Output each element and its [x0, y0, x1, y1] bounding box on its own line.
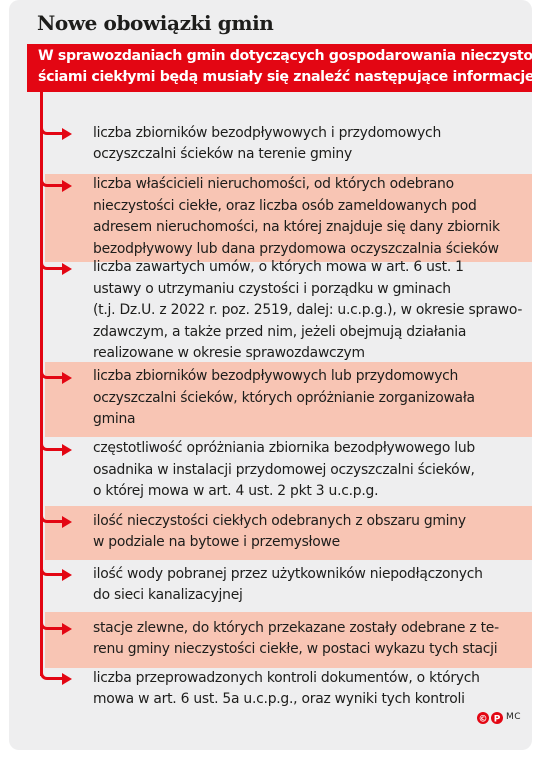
list-item-line: liczba przeprowadzonych kontroli dokumentów, o których	[93, 669, 480, 686]
list-item-line: ilość wody pobranej przez użytkowników niepodłączonych	[93, 565, 483, 582]
arrow-icon	[62, 263, 72, 275]
connector-line	[40, 260, 63, 270]
arrow-icon	[62, 372, 72, 384]
list-item-line: bezodpływowy lub dana przydomowa oczyszczalnia ścieków	[93, 240, 499, 257]
copyright-p-logo-icon	[476, 711, 504, 725]
list-item-line: częstotliwość opróżniania zbiornika bezodpływowego lub	[93, 440, 476, 457]
intro-line: ściami ciekłymi będą musiały się znaleźć następujące informacje:	[38, 69, 540, 85]
svg-text:©: ©	[478, 714, 488, 725]
connector-line	[40, 441, 63, 451]
arrow-icon	[62, 180, 72, 192]
list-item-text	[93, 511, 523, 554]
list-item-line: adresem nieruchomości, na której znajduje się dany zbiornik	[93, 219, 500, 235]
list-item-line: oczyszczalni ścieków na terenie gminy	[93, 146, 352, 162]
page-title: Nowe obowiązki gmin	[37, 11, 274, 35]
list-item-line: nieczystości ciekłe, oraz liczba osób zameldowanych pod	[93, 197, 477, 214]
arrow-icon	[62, 128, 72, 140]
list-item-text	[93, 123, 523, 166]
list-item-line: oczyszczalni ścieków, których opróżnianie zorganizowała	[93, 389, 475, 406]
list-item-line: liczba zbiorników bezodpływowych i przydomowych	[93, 124, 441, 141]
list-item-line: mowa w art. 6 ust. 5a u.c.p.g., oraz wyniki tych kontroli	[93, 691, 465, 707]
arrow-icon	[62, 444, 72, 456]
list-item-line: do sieci kanalizacyjnej	[93, 587, 243, 603]
arrow-icon	[62, 673, 72, 685]
connector-line	[40, 177, 63, 187]
list-item-text	[93, 438, 523, 503]
intro-line: W sprawozdaniach gmin dotyczących gospodarowania nieczysto-	[38, 48, 539, 64]
list-item-text	[93, 366, 523, 431]
list-item-line: zdawczym, a także przed nim, jeżeli obejmują działania	[93, 323, 467, 340]
list-item-line: ilość nieczystości ciekłych odebranych z obszaru gminy	[93, 512, 466, 529]
arrow-icon	[62, 569, 72, 581]
arrow-icon	[62, 623, 72, 635]
connector-line	[40, 620, 63, 630]
intro-text	[38, 46, 540, 88]
list-item-line: ustawy o utrzymaniu czystości i porządku w gminach	[93, 280, 451, 297]
list-item-line: stacje zlewne, do których przekazane zostały odebrane z te-	[93, 619, 499, 636]
arrow-icon	[62, 516, 72, 528]
list-item-text	[93, 668, 523, 711]
list-item-line: realizowane w okresie sprawozdawczym	[93, 345, 365, 362]
svg-text:P: P	[493, 714, 501, 725]
list-item-line: renu gminy nieczystości ciekłe, w postaci wykazu tych stacji	[93, 641, 498, 657]
list-item-text	[93, 257, 523, 365]
connector-line	[40, 125, 63, 135]
connector-line	[40, 369, 63, 379]
list-item-line: w podziale na bytowe i przemysłowe	[93, 534, 340, 550]
list-item-line: osadnika w instalacji przydomowej oczyszczalni ścieków,	[93, 461, 475, 478]
author-credit: MC	[506, 712, 522, 722]
list-item-line: liczba zbiorników bezodpływowych lub przydomowych	[93, 368, 459, 385]
list-item-text	[93, 564, 523, 607]
list-item-line: liczba właścicieli nieruchomości, od których odebrano	[93, 176, 454, 192]
list-item-text	[93, 174, 523, 260]
list-item-line: liczba zawartych umów, o których mowa w art. 6 ust. 1	[93, 259, 464, 276]
list-item-line: (t.j. Dz.U. z 2022 r. poz. 2519, dalej: u.c.p.g.), w okresie sprawo-	[93, 302, 523, 319]
connector-line	[40, 566, 63, 576]
list-item-line: o której mowa w art. 4 ust. 2 pkt 3 u.c.p.g.	[93, 483, 379, 500]
list-item-text	[93, 618, 523, 661]
list-item-line: gmina	[93, 411, 136, 428]
connector-line	[40, 670, 63, 680]
connector-line	[40, 513, 63, 523]
